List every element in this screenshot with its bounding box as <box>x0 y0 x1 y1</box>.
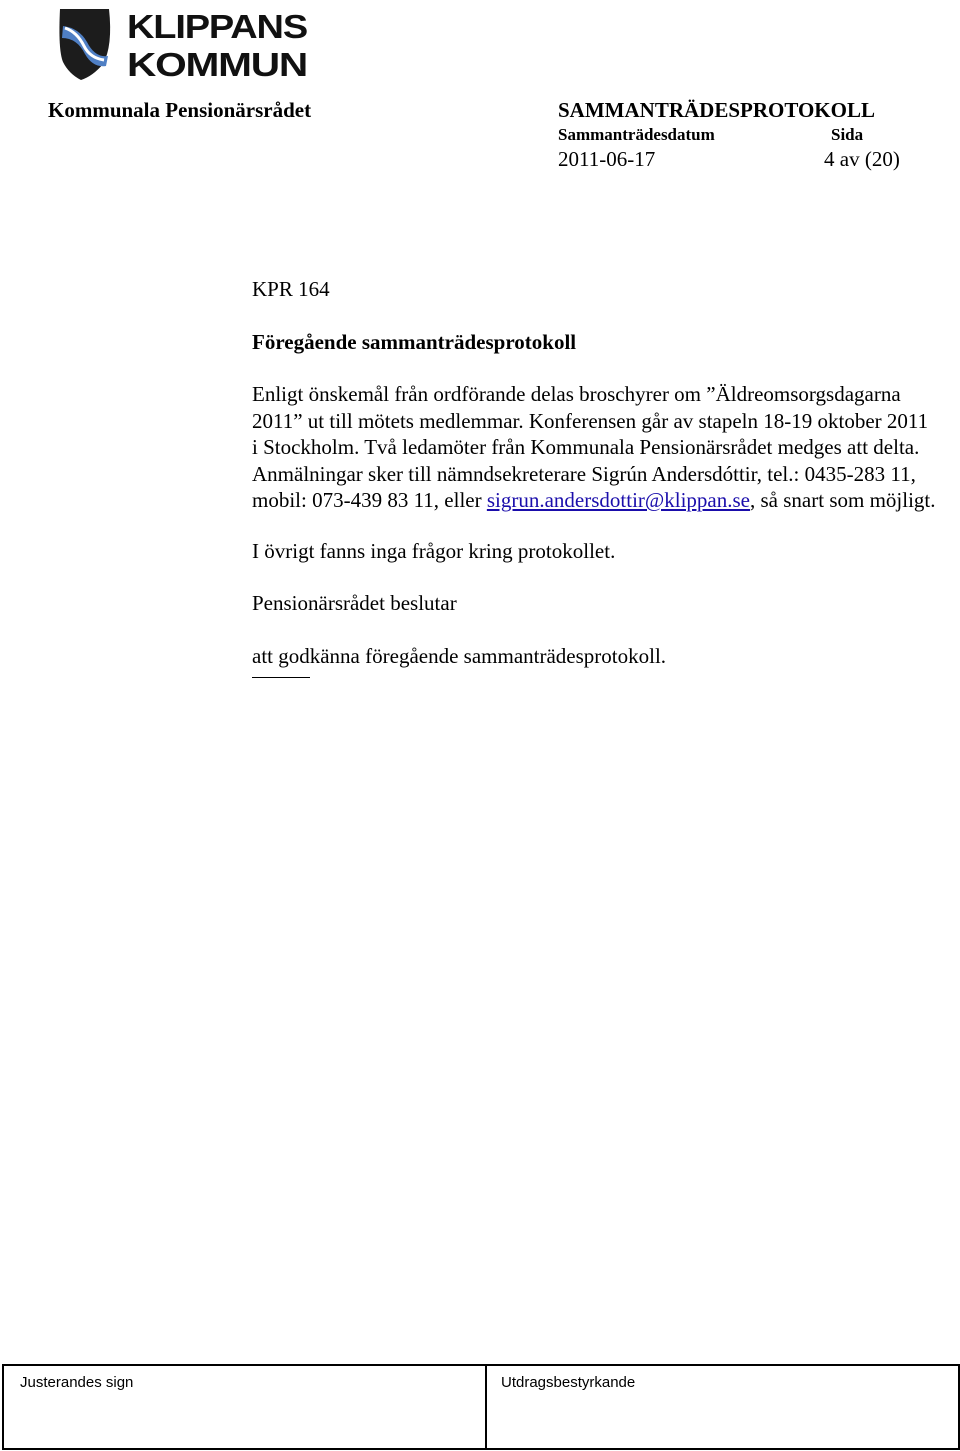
body-text-end: , så snart som möjligt. <box>750 488 936 512</box>
logo-line-1: KLIPPANS <box>127 8 307 45</box>
section-heading: Föregående sammanträdesprotokoll <box>252 329 577 354</box>
decision-intro: Pensionärsrådet beslutar <box>252 591 457 615</box>
meeting-date-label: Sammanträdesdatum <box>558 125 715 144</box>
body-text: Enligt önskemål från ordförande delas broschyrer om ”Äldreomsorgsdagarna 2011” ut till mötets medlemmar. Konferensen går av stapeln 18-19 oktober 2011 i Stockholm. Två ledamöter från Kommunala Pensionärsrådet medges att delta. Anmälningar sker till nämndsekreterare Sigrún Andersdóttir, tel.: 0435-283 11, mobil: 073-439 83 11, eller <box>252 382 929 512</box>
end-divider <box>252 677 310 678</box>
note-paragraph: I övrigt fanns inga frågor kring protokollet. <box>252 538 616 563</box>
logo-line-2: KOMMUN <box>127 46 307 82</box>
organization-name: Kommunala Pensionärsrådet <box>48 98 312 122</box>
email-link[interactable]: sigrun.andersdottir@klippan.se <box>486 488 750 512</box>
page-number: 4 av (20) <box>824 147 900 171</box>
meeting-date: 2011-06-17 <box>558 147 656 171</box>
certification-label: Utdragsbestyrkande <box>501 1374 636 1391</box>
page-label: Sida <box>831 125 864 144</box>
paragraph-number: KPR 164 <box>252 277 330 301</box>
adjusters-sign-label: Justerandes sign <box>20 1374 134 1391</box>
klippans-kommun-logo <box>57 6 309 82</box>
protocol-content <box>252 276 937 678</box>
document-title: SAMMANTRÄDESPROTOKOLL <box>558 98 875 122</box>
footer-divider <box>485 1366 487 1448</box>
body-paragraph <box>252 381 937 514</box>
decision-text: att godkänna föregående sammanträdesprotokoll. <box>252 643 667 668</box>
logo-graphic <box>57 6 309 82</box>
signature-footer <box>2 1364 960 1450</box>
